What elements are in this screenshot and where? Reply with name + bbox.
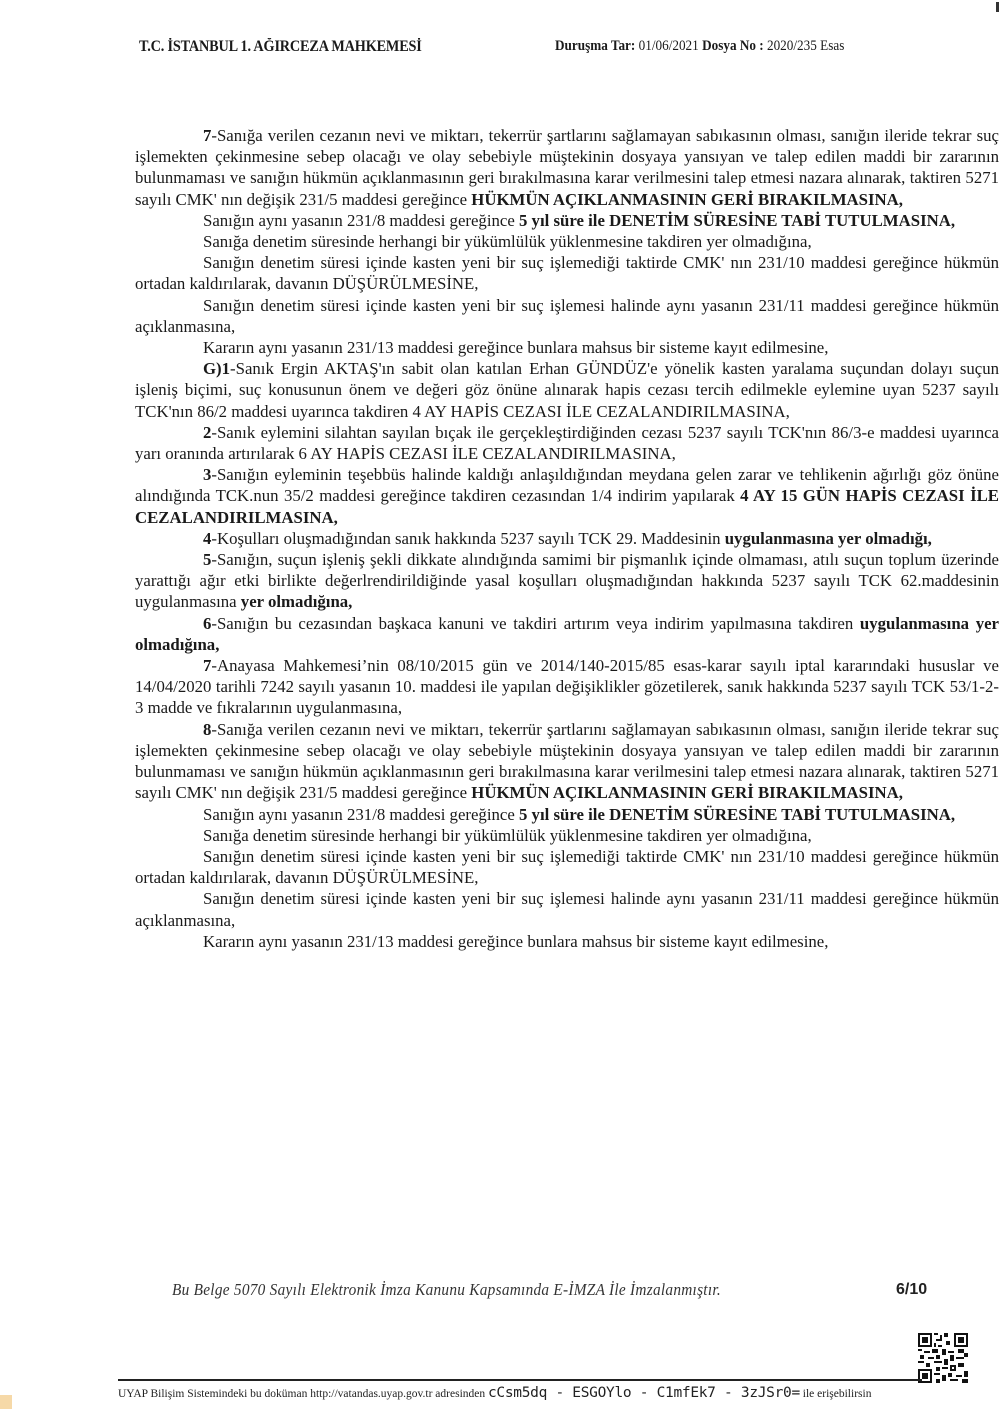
- paragraph: [135, 358, 999, 422]
- paragraph: [135, 888, 999, 930]
- paragraph: [135, 252, 999, 294]
- paragraph: [135, 464, 999, 528]
- case-meta: [555, 38, 844, 55]
- bold-text: HÜKMÜN AÇIKLANMASININ GERİ BIRAKILMASINA,: [471, 189, 903, 209]
- text-run: Kararın aynı yasanın 231/13 maddesi gereğince bunlara mahsus bir sisteme kayıt edilmesine,: [203, 931, 829, 951]
- text-run: -Sanık Ergin AKTAŞ'ın sabit olan katılan Erhan GÜNDÜZ'e yönelik kasten yaralama suçundan dolayı suçun işleniş biçimi, suç konusunun önem ve değeri göz önüne alınarak hapis cezası tercih edilmekle eylemine uyan 5237 sayılı TCK'nın 86/2 maddesi uyarınca takdiren 4 AY HAPİS CEZASI İLE CEZALANDIRILMASINA,: [135, 359, 999, 421]
- paragraph: [135, 549, 999, 613]
- text-run: -Sanığın, suçun işleniş şekli dikkate alındığında samimi bir pişmanlık içinde olmaması, atılı suçun toplum üzerinde yarattığı ağır etki birlikte değerlrendirildiğinde yasal koşulları oluşmadığından hakkında 5237 sayılı TCK 62.maddesinin uygulanmasına: [135, 550, 999, 612]
- text-run: Kararın aynı yasanın 231/13 maddesi gereğince bunlara mahsus bir sisteme kayıt edilmesine,: [203, 338, 829, 358]
- qr-code-icon: [918, 1333, 968, 1383]
- text-run: Sanığın denetim süresi içinde kasten yeni bir suç işlemesi halinde aynı yasanın 231/11 maddesi gereğince hükmün açıklanmasına,: [135, 295, 999, 336]
- bold-text: 2: [203, 422, 212, 442]
- file-number: 2020/235 Esas: [766, 38, 845, 54]
- bold-text: 7: [203, 656, 212, 676]
- e-signature-note: Bu Belge 5070 Sayılı Elektronik İmza Kanunu Kapsamında E-İMZA İle İmzalanmıştır.: [172, 1280, 721, 1299]
- text-run: Sanığın aynı yasanın 231/8 maddesi gereğince: [203, 804, 519, 824]
- text-run: -Sanığın eyleminin teşebbüs halinde kaldığı anlaşıldığından meydana gelen zarar ve tehlikenin ağırlığı göz önüne alındığında TCK.nun 35/2 maddesi gereğince takdiren cezasından 1/4 indirim yapılarak: [135, 465, 999, 506]
- text-run: -Sanığın bu cezasından başkaca kanuni ve takdiri artırım veya indirim yapılmasına takdiren: [211, 613, 860, 633]
- uyap-suffix: ile erişebilirsin: [802, 1388, 872, 1400]
- page-number: 6/10: [896, 1281, 928, 1298]
- bold-text: 3: [203, 465, 212, 485]
- court-name: T.C. İSTANBUL 1. AĞIRCEZA MAHKEMESİ: [139, 38, 422, 55]
- bold-text: 4: [203, 528, 212, 548]
- bold-text: 5 yıl süre ile DENETİM SÜRESİNE TABİ TUTULMASINA,: [518, 804, 956, 824]
- paragraph: [135, 719, 999, 804]
- hearing-date-label: Duruşma Tar:: [555, 38, 636, 54]
- paragraph: [135, 210, 999, 231]
- text-run: Sanığa denetim süresinde herhangi bir yükümlülük yüklenmesine takdiren yer olmadığına,: [203, 232, 812, 252]
- bold-text: 8: [203, 719, 212, 739]
- text-run: -Anayasa Mahkemesi’nin 08/10/2015 gün ve 2014/140-2015/85 esas-karar sayılı iptal kararındaki hususlar ve 14/04/2020 tarihli 7242 sayılı yasanın 10. maddesi ile yapılan değişiklikler gözetilerek, sanık hakkında 5237 sayılı TCK 53/1-2-3 madde ve fıkralarının uygulanmasına,: [135, 656, 999, 718]
- document-body: [135, 125, 999, 952]
- text-run: Sanığın denetim süresi içinde kasten yeni bir suç işlemediği taktirde CMK' nın 231/10 maddesi gereğince hükmün ortadan kaldırılarak, davanın DÜŞÜRÜLMESİNE,: [135, 253, 999, 294]
- access-code: cCsm5dq - ESGOYlo - C1mfEk7 - 3zJSr0=: [488, 1385, 800, 1401]
- paragraph: [135, 422, 999, 464]
- paragraph: [135, 804, 999, 825]
- bold-text: HÜKMÜN AÇIKLANMASININ GERİ BIRAKILMASINA,: [471, 783, 903, 803]
- bold-text: uygulanmasına yer olmadığına,: [135, 613, 999, 654]
- paragraph: [135, 337, 999, 358]
- bold-text: 5: [203, 550, 212, 570]
- paragraph: [135, 231, 999, 252]
- paragraph: [135, 825, 999, 846]
- paragraph: [135, 528, 999, 549]
- page-header: [0, 38, 1000, 60]
- text-run: -Sanığa verilen cezanın nevi ve miktarı, tekerrür şartlarını sağlamayan sabıkasının olması, sanığın ileride tekrar suç işlemekten çekinmesine sebep olacağı ve olay sebebiyle müştekinin dosyaya yansıyan ve talep edilen maddi bir zararının bulunmaması ve sanığın hükmün açıklanmasının geri bırakılmasına karar verilmesini talep etmesi nazara alınarak, taktiren 5271 sayılı CMK' nın değişik 231/5 maddesi gereğince: [135, 126, 999, 209]
- scan-edge-stain: [0, 1395, 12, 1409]
- file-number-label: Dosya No :: [702, 38, 764, 54]
- paragraph: [135, 846, 999, 888]
- text-run: Sanığın aynı yasanın 231/8 maddesi gereğince: [203, 210, 519, 230]
- text-run: Sanığa denetim süresinde herhangi bir yükümlülük yüklenmesine takdiren yer olmadığına,: [203, 825, 812, 845]
- paragraph: [135, 931, 999, 952]
- text-run: -Sanık eylemini silahtan sayılan bıçak ile gerçekleştirdiğinden cezası 5237 sayılı TCK'nın 86/3-e maddesi uyarınca yarı oranında artırılarak 6 AY HAPİS CEZASI İLE CEZALANDIRILMASINA,: [135, 422, 999, 464]
- paragraph: [135, 295, 999, 337]
- uyap-access-note: [118, 1385, 871, 1401]
- bold-text: 7: [203, 126, 212, 145]
- uyap-prefix: UYAP Bilişim Sistemindeki bu doküman http://vatandas.uyap.gov.tr adresinden: [118, 1388, 486, 1400]
- bold-text: uygulanmasına yer olmadığı,: [724, 528, 932, 548]
- bold-text: yer olmadığına,: [240, 592, 353, 612]
- bold-text: G)1: [203, 359, 231, 379]
- hearing-date: 01/06/2021: [638, 38, 699, 54]
- bold-text: 4 AY 15 GÜN HAPİS CEZASI İLE CEZALANDIRILMASINA,: [135, 486, 999, 527]
- page-edge-mark: [996, 2, 999, 12]
- text-run: -Koşulları oluşmadığından sanık hakkında 5237 sayılı TCK 29. Maddesinin: [211, 528, 725, 548]
- paragraph: [135, 613, 999, 655]
- footer-divider: [118, 1379, 922, 1381]
- paragraph: [135, 125, 999, 210]
- bold-text: 5 yıl süre ile DENETİM SÜRESİNE TABİ TUTULMASINA,: [518, 210, 956, 230]
- text-run: Sanığın denetim süresi içinde kasten yeni bir suç işlemesi halinde aynı yasanın 231/11 maddesi gereğince hükmün açıklanmasına,: [135, 889, 999, 930]
- text-run: -Sanığa verilen cezanın nevi ve miktarı, tekerrür şartlarını sağlamayan sabıkasının olması, sanığın ileride tekrar suç işlemekten çekinmesine sebep olacağı ve olay sebebiyle müştekinin dosyaya yansıyan ve talep edilen maddi bir zararının bulunmaması ve sanığın hükmün açıklanmasının geri bırakılmasına karar verilmesini talep etmesi nazara alınarak, taktiren 5271 sayılı CMK' nın değişik 231/5 maddesi gereğince: [135, 719, 999, 803]
- text-run: Sanığın denetim süresi içinde kasten yeni bir suç işlemediği taktirde CMK' nın 231/10 maddesi gereğince hükmün ortadan kaldırılarak, davanın DÜŞÜRÜLMESİNE,: [135, 846, 999, 888]
- bold-text: 6: [203, 613, 212, 633]
- paragraph: [135, 655, 999, 719]
